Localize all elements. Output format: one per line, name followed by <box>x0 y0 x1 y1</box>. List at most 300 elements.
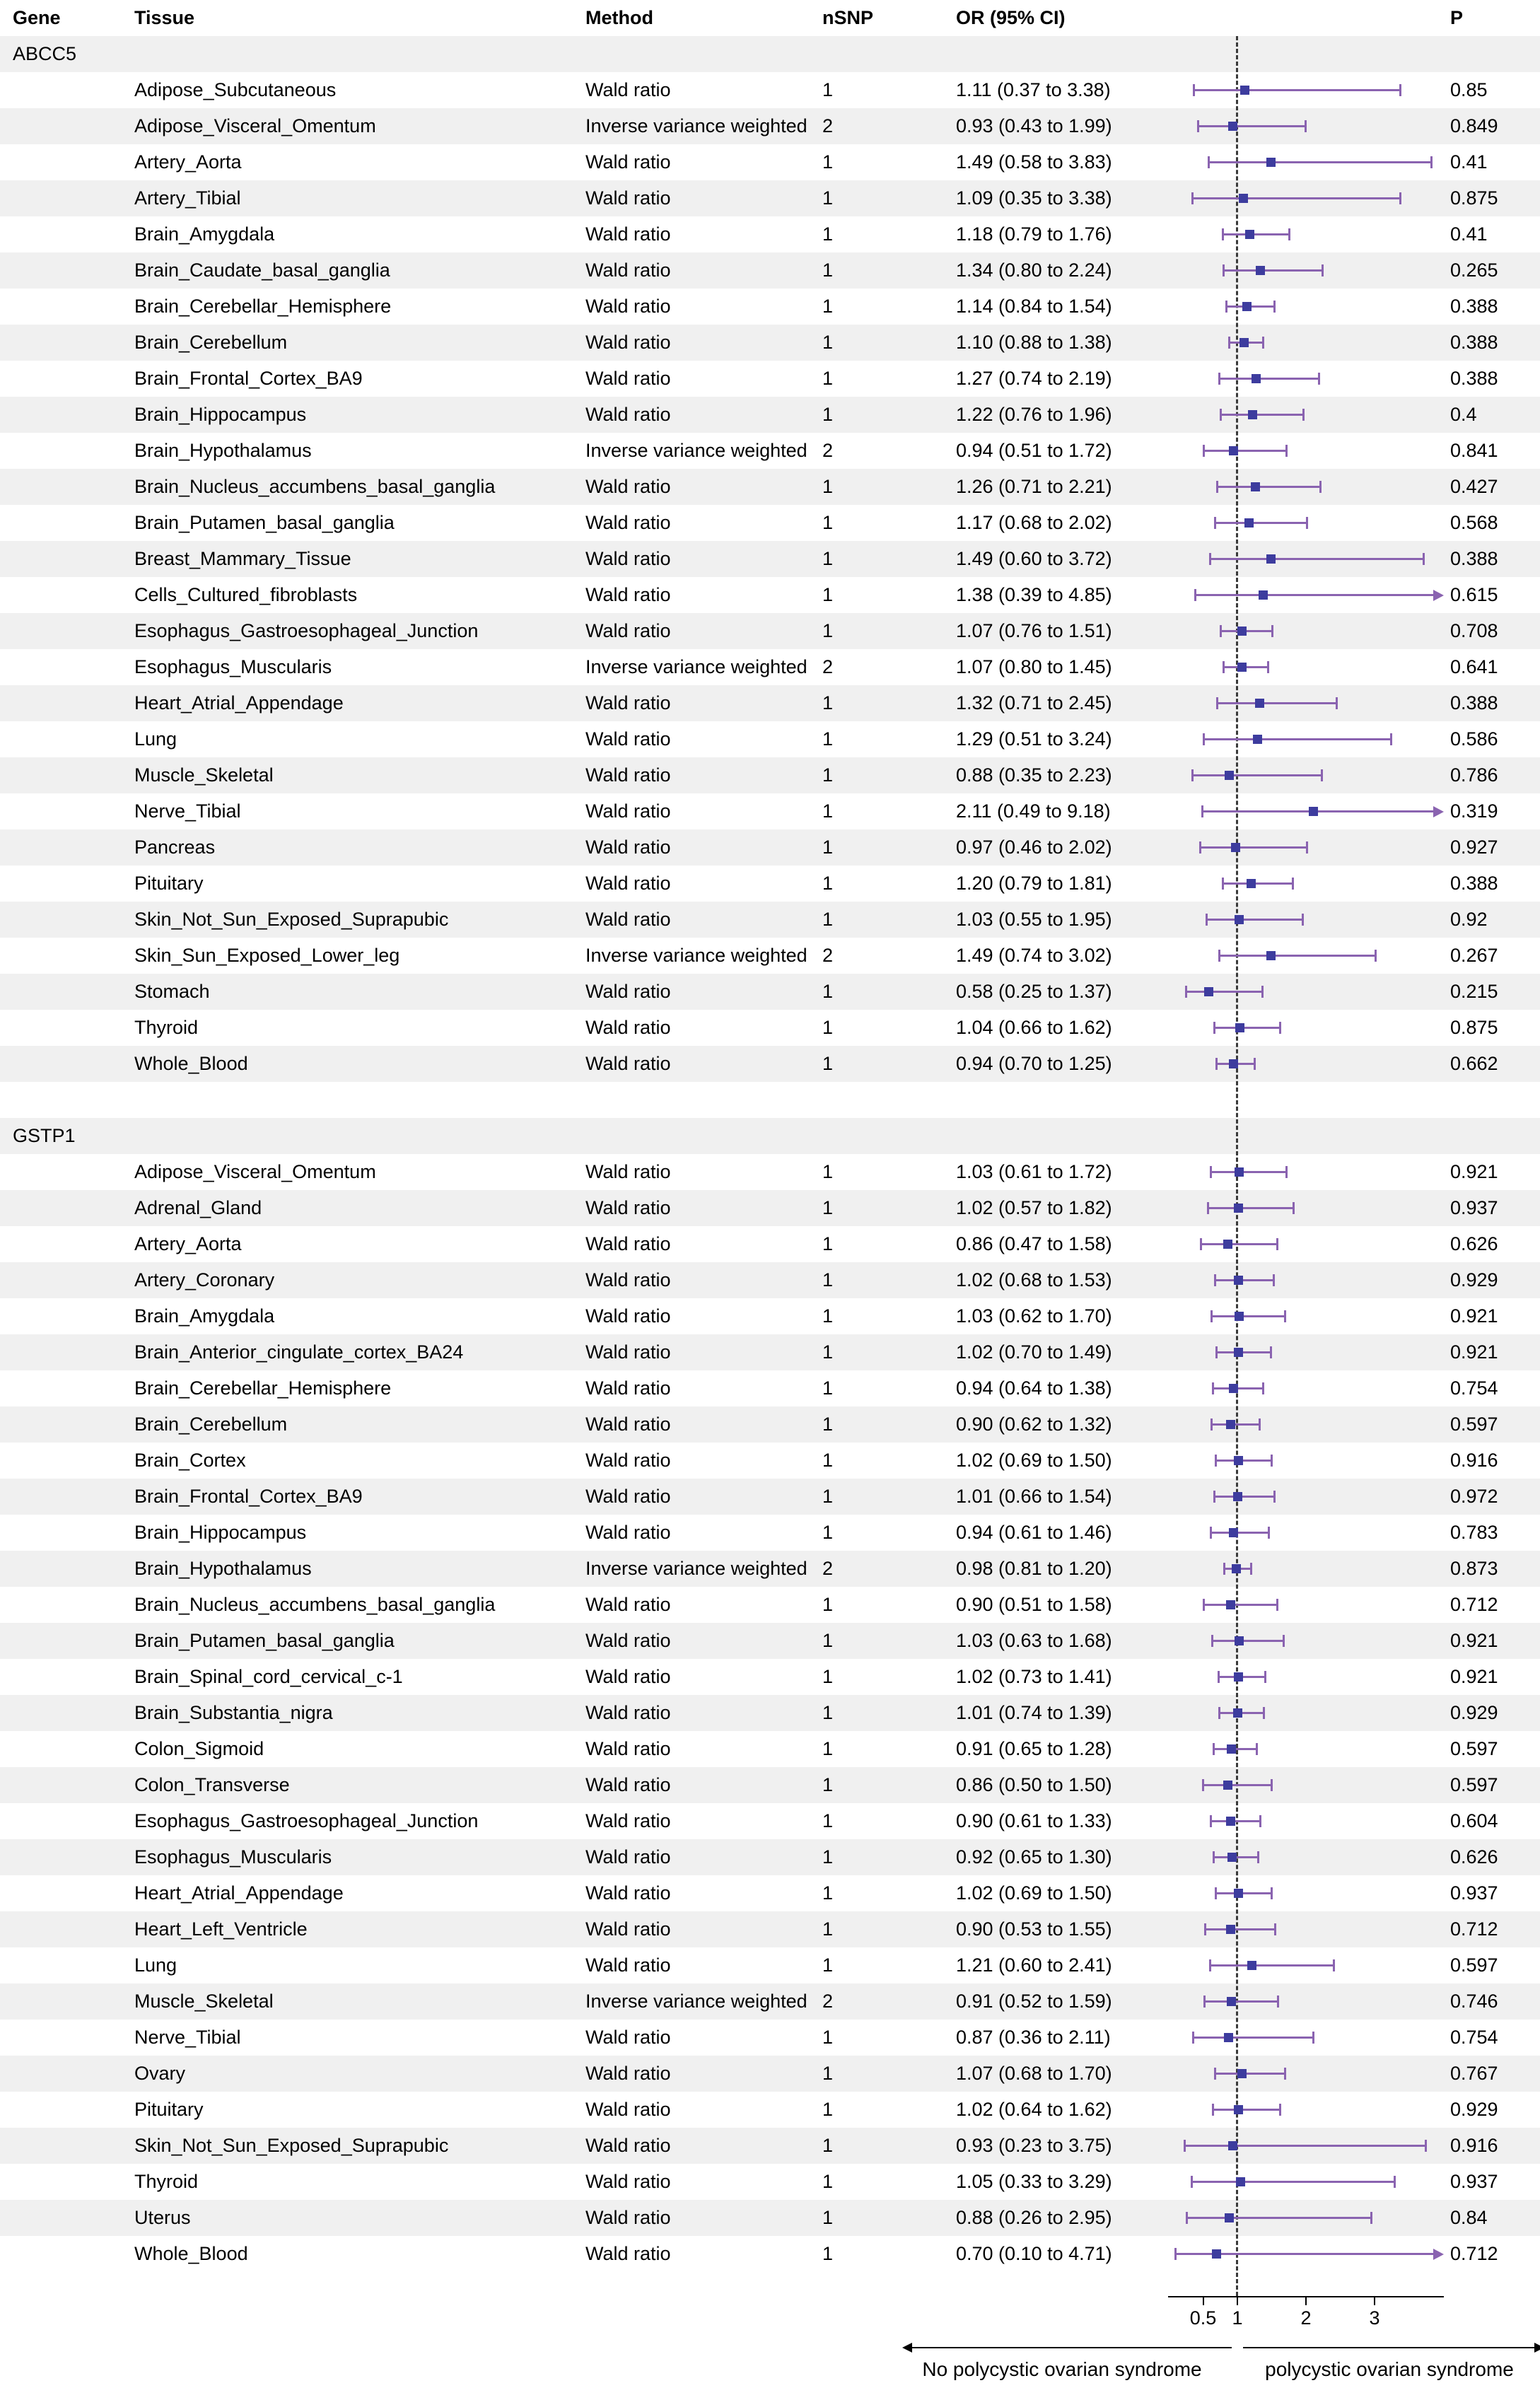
ci-plot <box>1167 1118 1445 1154</box>
method-cell: Wald ratio <box>585 692 671 713</box>
method-cell: Wald ratio <box>585 909 671 930</box>
right-direction-arrow <box>1243 2347 1534 2348</box>
ci-whisker <box>1215 522 1307 524</box>
ci-cap-right <box>1430 156 1433 168</box>
method-cell: Wald ratio <box>585 1341 671 1363</box>
ci-whisker <box>1204 2000 1278 2003</box>
p-cell: 0.586 <box>1450 728 1498 750</box>
ci-plot <box>1167 144 1445 180</box>
tissue-cell: Cells_Cultured_fibroblasts <box>134 584 358 605</box>
ci-cap-right <box>1270 1346 1272 1358</box>
nsnp-cell: 1 <box>822 1377 834 1399</box>
tissue-cell: Brain_Frontal_Cortex_BA9 <box>134 1486 363 1507</box>
ci-cap-right <box>1257 1851 1259 1863</box>
nsnp-cell: 1 <box>822 692 834 713</box>
or-cell: 1.03 (0.63 to 1.68) <box>956 1630 1112 1651</box>
ci-cap-left <box>1218 950 1220 962</box>
ci-cap-right <box>1375 950 1377 962</box>
or-point-marker <box>1251 482 1260 491</box>
tissue-cell: Brain_Hippocampus <box>134 404 307 425</box>
p-cell: 0.754 <box>1450 2027 1498 2048</box>
tissue-cell: Brain_Hypothalamus <box>134 440 312 461</box>
or-point-marker <box>1224 2033 1233 2042</box>
ci-cap-left <box>1203 1995 1206 2008</box>
method-cell: Wald ratio <box>585 296 671 317</box>
ci-cap-right <box>1288 228 1290 240</box>
ci-plot <box>1167 2236 1445 2272</box>
or-cell: 1.49 (0.74 to 3.02) <box>956 945 1112 966</box>
p-cell: 0.597 <box>1450 1774 1498 1795</box>
tissue-cell: Skin_Sun_Exposed_Lower_leg <box>134 945 400 966</box>
ci-clip-arrow-icon <box>1433 2249 1444 2260</box>
method-cell: Wald ratio <box>585 1450 671 1471</box>
ci-plot <box>1167 1010 1445 1046</box>
ci-cap-right <box>1336 697 1338 709</box>
ci-cap-left <box>1223 264 1225 276</box>
ci-cap-right <box>1321 769 1323 781</box>
ci-cap-right <box>1268 1527 1270 1539</box>
method-cell: Wald ratio <box>585 728 671 750</box>
p-cell: 0.754 <box>1450 1377 1498 1399</box>
method-cell: Inverse variance weighted <box>585 440 807 461</box>
or-point-marker <box>1235 1167 1244 1177</box>
p-cell: 0.597 <box>1450 1954 1498 1976</box>
tissue-cell: Muscle_Skeletal <box>134 1991 274 2012</box>
or-point-marker <box>1231 843 1240 852</box>
ci-plot <box>1167 2092 1445 2128</box>
ci-plot <box>1167 1731 1445 1767</box>
nsnp-cell: 1 <box>822 1630 834 1651</box>
or-point-marker <box>1223 1781 1232 1790</box>
ci-clip-arrow-icon <box>1433 590 1444 601</box>
ci-cap-right <box>1261 986 1264 998</box>
tissue-cell: Pituitary <box>134 2099 204 2120</box>
p-cell: 0.921 <box>1450 1630 1498 1651</box>
ci-plot <box>1167 325 1445 361</box>
method-cell: Wald ratio <box>585 2171 671 2192</box>
nsnp-cell: 1 <box>822 1197 834 1218</box>
p-cell: 0.597 <box>1450 1414 1498 1435</box>
table-row <box>0 1515 1540 1551</box>
ci-cap-right <box>1302 409 1305 421</box>
or-point-marker <box>1266 554 1276 564</box>
ci-whisker <box>1218 702 1337 704</box>
table-row <box>0 2236 1540 2272</box>
or-cell: 0.93 (0.43 to 1.99) <box>956 115 1112 136</box>
nsnp-cell: 1 <box>822 764 834 786</box>
or-point-marker <box>1234 1889 1243 1898</box>
or-cell: 0.91 (0.65 to 1.28) <box>956 1738 1112 1759</box>
table-row <box>0 1803 1540 1839</box>
ci-cap-left <box>1218 373 1220 385</box>
ci-whisker <box>1211 1423 1259 1426</box>
ci-plot <box>1167 505 1445 541</box>
p-cell: 0.568 <box>1450 512 1498 533</box>
ci-whisker <box>1215 1279 1273 1281</box>
ci-cap-left <box>1222 878 1224 890</box>
or-point-marker <box>1237 2069 1247 2078</box>
table-row <box>0 1298 1540 1334</box>
tissue-cell: Nerve_Tibial <box>134 800 241 822</box>
or-cell: 1.34 (0.80 to 2.24) <box>956 260 1112 281</box>
ci-cap-right <box>1284 1310 1286 1322</box>
tissue-cell: Adipose_Visceral_Omentum <box>134 1161 376 1182</box>
or-cell: 1.27 (0.74 to 2.19) <box>956 368 1112 389</box>
ci-whisker <box>1211 1532 1268 1534</box>
table-row <box>0 541 1540 577</box>
ci-plot <box>1167 1803 1445 1839</box>
or-point-marker <box>1229 1384 1238 1393</box>
method-cell: Wald ratio <box>585 764 671 786</box>
ci-cap-right <box>1399 192 1401 204</box>
nsnp-cell: 2 <box>822 115 834 136</box>
method-cell: Wald ratio <box>585 260 671 281</box>
p-cell: 0.712 <box>1450 2243 1498 2264</box>
or-point-marker <box>1227 1853 1237 1862</box>
method-cell: Inverse variance weighted <box>585 945 807 966</box>
ci-whisker <box>1214 1496 1274 1498</box>
ci-whisker <box>1218 486 1321 488</box>
nsnp-cell: 1 <box>822 909 834 930</box>
x-axis-tick-label: 2 <box>1300 2307 1312 2329</box>
p-cell: 0.41 <box>1450 151 1488 173</box>
tissue-cell: Breast_Mammary_Tissue <box>134 548 351 569</box>
tissue-cell: Adrenal_Gland <box>134 1197 262 1218</box>
ci-cap-left <box>1203 1599 1205 1611</box>
ci-cap-right <box>1254 1058 1256 1070</box>
header-method: Method <box>585 7 653 28</box>
ci-cap-left <box>1215 1346 1218 1358</box>
table-row <box>0 216 1540 252</box>
nsnp-cell: 1 <box>822 151 834 173</box>
table-row <box>0 1262 1540 1298</box>
or-cell: 0.94 (0.51 to 1.72) <box>956 440 1112 461</box>
or-cell: 0.88 (0.35 to 2.23) <box>956 764 1112 786</box>
ci-cap-left <box>1199 841 1201 853</box>
table-row <box>0 2200 1540 2236</box>
ci-whisker <box>1186 2217 1371 2219</box>
method-cell: Wald ratio <box>585 1414 671 1435</box>
tissue-cell: Ovary <box>134 2063 186 2084</box>
nsnp-cell: 1 <box>822 548 834 569</box>
nsnp-cell: 1 <box>822 296 834 317</box>
header-nsnp: nSNP <box>822 7 874 28</box>
ci-cap-left <box>1184 2140 1186 2152</box>
or-cell: 1.02 (0.70 to 1.49) <box>956 1341 1112 1363</box>
ci-cap-left <box>1214 2068 1216 2080</box>
or-cell: 1.32 (0.71 to 2.45) <box>956 692 1112 713</box>
p-cell: 0.875 <box>1450 187 1498 209</box>
ci-plot <box>1167 1154 1445 1190</box>
or-point-marker <box>1226 1600 1235 1609</box>
or-point-marker <box>1235 915 1244 924</box>
ci-plot <box>1167 1226 1445 1262</box>
tissue-cell: Brain_Hypothalamus <box>134 1558 312 1579</box>
or-point-marker <box>1229 446 1238 455</box>
header-or-ci: OR (95% CI) <box>956 7 1066 28</box>
ci-cap-left <box>1220 625 1222 637</box>
nsnp-cell: 1 <box>822 1414 834 1435</box>
x-axis-tick-label: 1 <box>1232 2307 1243 2329</box>
nsnp-cell: 1 <box>822 1053 834 1074</box>
nsnp-cell: 1 <box>822 728 834 750</box>
or-cell: 1.17 (0.68 to 2.02) <box>956 512 1112 533</box>
p-cell: 0.916 <box>1450 1450 1498 1471</box>
table-row <box>0 1587 1540 1623</box>
ci-plot <box>1167 1551 1445 1587</box>
ci-plot <box>1167 1190 1445 1226</box>
ci-plot <box>1167 1262 1445 1298</box>
ci-plot <box>1167 1370 1445 1406</box>
method-cell: Inverse variance weighted <box>585 1991 807 2012</box>
x-axis-tick-label: 3 <box>1369 2307 1380 2329</box>
ci-plot <box>1167 1298 1445 1334</box>
p-cell: 0.929 <box>1450 1702 1498 1723</box>
tissue-cell: Brain_Cerebellum <box>134 332 288 353</box>
ci-whisker <box>1214 1027 1280 1029</box>
ci-cap-left <box>1209 553 1211 565</box>
table-row <box>0 2020 1540 2056</box>
p-cell: 0.916 <box>1450 2135 1498 2156</box>
or-point-marker <box>1309 807 1318 816</box>
ci-cap-left <box>1206 914 1208 926</box>
tissue-cell: Brain_Cerebellar_Hemisphere <box>134 296 392 317</box>
ci-plot <box>1167 1479 1445 1515</box>
ci-plot <box>1167 2020 1445 2056</box>
or-cell: 0.58 (0.25 to 1.37) <box>956 981 1112 1002</box>
ci-cap-left <box>1218 1707 1220 1719</box>
ci-plot <box>1167 649 1445 685</box>
ci-cap-right <box>1262 337 1264 349</box>
table-row <box>0 1659 1540 1695</box>
ci-cap-right <box>1283 1635 1285 1647</box>
or-cell: 1.02 (0.73 to 1.41) <box>956 1666 1112 1687</box>
method-cell: Wald ratio <box>585 1702 671 1723</box>
table-row <box>0 1875 1540 1911</box>
nsnp-cell: 1 <box>822 1846 834 1868</box>
or-cell: 1.02 (0.68 to 1.53) <box>956 1269 1112 1290</box>
ci-whisker <box>1213 1387 1264 1389</box>
ci-cap-left <box>1223 661 1225 673</box>
ci-plot <box>1167 577 1445 613</box>
or-point-marker <box>1256 266 1265 275</box>
table-row <box>0 866 1540 902</box>
method-cell: Wald ratio <box>585 2207 671 2228</box>
or-cell: 1.03 (0.62 to 1.70) <box>956 1305 1112 1327</box>
tissue-cell: Muscle_Skeletal <box>134 764 274 786</box>
nsnp-cell: 1 <box>822 1305 834 1327</box>
or-cell: 0.94 (0.70 to 1.25) <box>956 1053 1112 1074</box>
nsnp-cell: 1 <box>822 332 834 353</box>
ci-cap-right <box>1285 1166 1288 1178</box>
method-cell: Wald ratio <box>585 1738 671 1759</box>
table-row <box>0 289 1540 325</box>
or-point-marker <box>1236 2177 1245 2186</box>
table-row <box>0 180 1540 216</box>
method-cell: Wald ratio <box>585 1197 671 1218</box>
method-cell: Wald ratio <box>585 1918 671 1940</box>
ci-plot <box>1167 1659 1445 1695</box>
or-point-marker <box>1227 1744 1236 1754</box>
method-cell: Wald ratio <box>585 476 671 497</box>
nsnp-cell: 1 <box>822 1486 834 1507</box>
p-cell: 0.937 <box>1450 1882 1498 1904</box>
x-axis-tick <box>1203 2296 1204 2305</box>
tissue-cell: Thyroid <box>134 1017 199 1038</box>
ci-plot <box>1167 685 1445 721</box>
ci-plot <box>1167 252 1445 289</box>
or-point-marker <box>1237 663 1247 672</box>
tissue-cell: Brain_Substantia_nigra <box>134 1702 333 1723</box>
ci-whisker <box>1211 1820 1260 1822</box>
or-cell: 0.98 (0.81 to 1.20) <box>956 1558 1112 1579</box>
ci-cap-left <box>1213 1743 1215 1755</box>
or-cell: 1.49 (0.60 to 3.72) <box>956 548 1112 569</box>
p-cell: 0.92 <box>1450 909 1488 930</box>
right-direction-label: polycystic ovarian syndrome <box>1265 2358 1514 2380</box>
tissue-cell: Brain_Anterior_cingulate_cortex_BA24 <box>134 1341 464 1363</box>
or-cell: 1.21 (0.60 to 2.41) <box>956 1954 1112 1976</box>
p-cell: 0.712 <box>1450 1918 1498 1940</box>
method-cell: Wald ratio <box>585 2027 671 2048</box>
table-header <box>0 0 1540 36</box>
ci-whisker <box>1208 161 1431 163</box>
ci-cap-left <box>1174 2248 1177 2260</box>
ci-whisker <box>1201 846 1307 849</box>
p-cell: 0.388 <box>1450 692 1498 713</box>
ci-cap-right <box>1276 1599 1278 1611</box>
table-row <box>0 108 1540 144</box>
table-row <box>0 1947 1540 1983</box>
p-cell: 0.783 <box>1450 1522 1498 1543</box>
ci-plot <box>1167 1947 1445 1983</box>
ci-cap-left <box>1212 2104 1214 2116</box>
p-cell: 0.388 <box>1450 548 1498 569</box>
method-cell: Wald ratio <box>585 981 671 1002</box>
or-cell: 1.04 (0.66 to 1.62) <box>956 1017 1112 1038</box>
ci-cap-left <box>1216 481 1218 493</box>
or-point-marker <box>1235 1636 1244 1645</box>
nsnp-cell: 1 <box>822 1666 834 1687</box>
ci-plot <box>1167 2128 1445 2164</box>
ci-plot <box>1167 1695 1445 1731</box>
ci-plot <box>1167 108 1445 144</box>
ci-cap-right <box>1277 1995 1279 2008</box>
p-cell: 0.662 <box>1450 1053 1498 1074</box>
ci-cap-left <box>1214 1274 1216 1286</box>
table-row <box>0 1983 1540 2020</box>
or-cell: 1.38 (0.39 to 4.85) <box>956 584 1112 605</box>
method-cell: Wald ratio <box>585 151 671 173</box>
nsnp-cell: 1 <box>822 981 834 1002</box>
tissue-cell: Uterus <box>134 2207 191 2228</box>
ci-cap-left <box>1225 301 1227 313</box>
or-cell: 1.03 (0.61 to 1.72) <box>956 1161 1112 1182</box>
nsnp-cell: 1 <box>822 1954 834 1976</box>
method-cell: Wald ratio <box>585 1810 671 1831</box>
tissue-cell: Artery_Tibial <box>134 187 241 209</box>
method-cell: Wald ratio <box>585 1233 671 1254</box>
or-cell: 1.18 (0.79 to 1.76) <box>956 223 1112 245</box>
or-cell: 0.88 (0.26 to 2.95) <box>956 2207 1112 2228</box>
ci-plot <box>1167 216 1445 252</box>
ci-whisker <box>1186 991 1263 993</box>
or-point-marker <box>1266 158 1276 167</box>
ci-plot <box>1167 72 1445 108</box>
p-cell: 0.921 <box>1450 1305 1498 1327</box>
or-point-marker <box>1239 194 1248 203</box>
ci-cap-right <box>1259 1418 1261 1431</box>
table-row <box>0 974 1540 1010</box>
table-row <box>0 1010 1540 1046</box>
p-cell: 0.319 <box>1450 800 1498 822</box>
or-point-marker <box>1255 699 1264 708</box>
nsnp-cell: 1 <box>822 2243 834 2264</box>
ci-cap-left <box>1185 986 1187 998</box>
table-row <box>0 2056 1540 2092</box>
method-cell: Wald ratio <box>585 404 671 425</box>
table-row <box>0 1731 1540 1767</box>
ci-whisker <box>1191 2181 1394 2183</box>
nsnp-cell: 1 <box>822 1918 834 1940</box>
tissue-cell: Skin_Not_Sun_Exposed_Suprapubic <box>134 2135 449 2156</box>
p-cell: 0.937 <box>1450 1197 1498 1218</box>
or-cell: 1.07 (0.76 to 1.51) <box>956 620 1112 641</box>
or-point-marker <box>1226 1925 1235 1934</box>
or-cell: 1.02 (0.69 to 1.50) <box>956 1882 1112 1904</box>
tissue-cell: Nerve_Tibial <box>134 2027 241 2048</box>
gene-section-row <box>0 1118 1540 1154</box>
tissue-cell: Esophagus_Muscularis <box>134 656 332 677</box>
tissue-cell: Artery_Aorta <box>134 151 242 173</box>
p-cell: 0.921 <box>1450 1666 1498 1687</box>
ci-cap-left <box>1213 1491 1215 1503</box>
p-cell: 0.427 <box>1450 476 1498 497</box>
table-row <box>0 325 1540 361</box>
ci-cap-left <box>1191 2176 1193 2188</box>
p-cell: 0.708 <box>1450 620 1498 641</box>
or-cell: 1.05 (0.33 to 3.29) <box>956 2171 1112 2192</box>
ci-plot <box>1167 1046 1445 1082</box>
or-cell: 1.29 (0.51 to 3.24) <box>956 728 1112 750</box>
p-cell: 0.388 <box>1450 873 1498 894</box>
or-cell: 0.70 (0.10 to 4.71) <box>956 2243 1112 2264</box>
p-cell: 0.875 <box>1450 1017 1498 1038</box>
tissue-cell: Brain_Amygdala <box>134 1305 275 1327</box>
tissue-cell: Artery_Aorta <box>134 1233 242 1254</box>
p-cell: 0.626 <box>1450 1233 1498 1254</box>
or-point-marker <box>1237 627 1247 636</box>
p-cell: 0.786 <box>1450 764 1498 786</box>
or-cell: 0.90 (0.53 to 1.55) <box>956 1918 1112 1940</box>
or-point-marker <box>1234 1672 1243 1682</box>
or-cell: 0.97 (0.46 to 2.02) <box>956 837 1112 858</box>
table-row <box>0 793 1540 829</box>
ci-whisker <box>1217 1351 1271 1353</box>
tissue-cell: Adipose_Subcutaneous <box>134 79 337 100</box>
ci-whisker <box>1203 1604 1277 1606</box>
or-cell: 1.10 (0.88 to 1.38) <box>956 332 1112 353</box>
ci-cap-left <box>1204 1923 1206 1935</box>
p-cell: 0.85 <box>1450 79 1488 100</box>
ci-cap-left <box>1216 697 1218 709</box>
nsnp-cell: 1 <box>822 2063 834 2084</box>
tissue-cell: Brain_Putamen_basal_ganglia <box>134 512 395 533</box>
or-cell: 0.92 (0.65 to 1.30) <box>956 1846 1112 1868</box>
ci-cap-left <box>1211 1635 1213 1647</box>
method-cell: Wald ratio <box>585 1846 671 1868</box>
ci-cap-right <box>1271 625 1273 637</box>
